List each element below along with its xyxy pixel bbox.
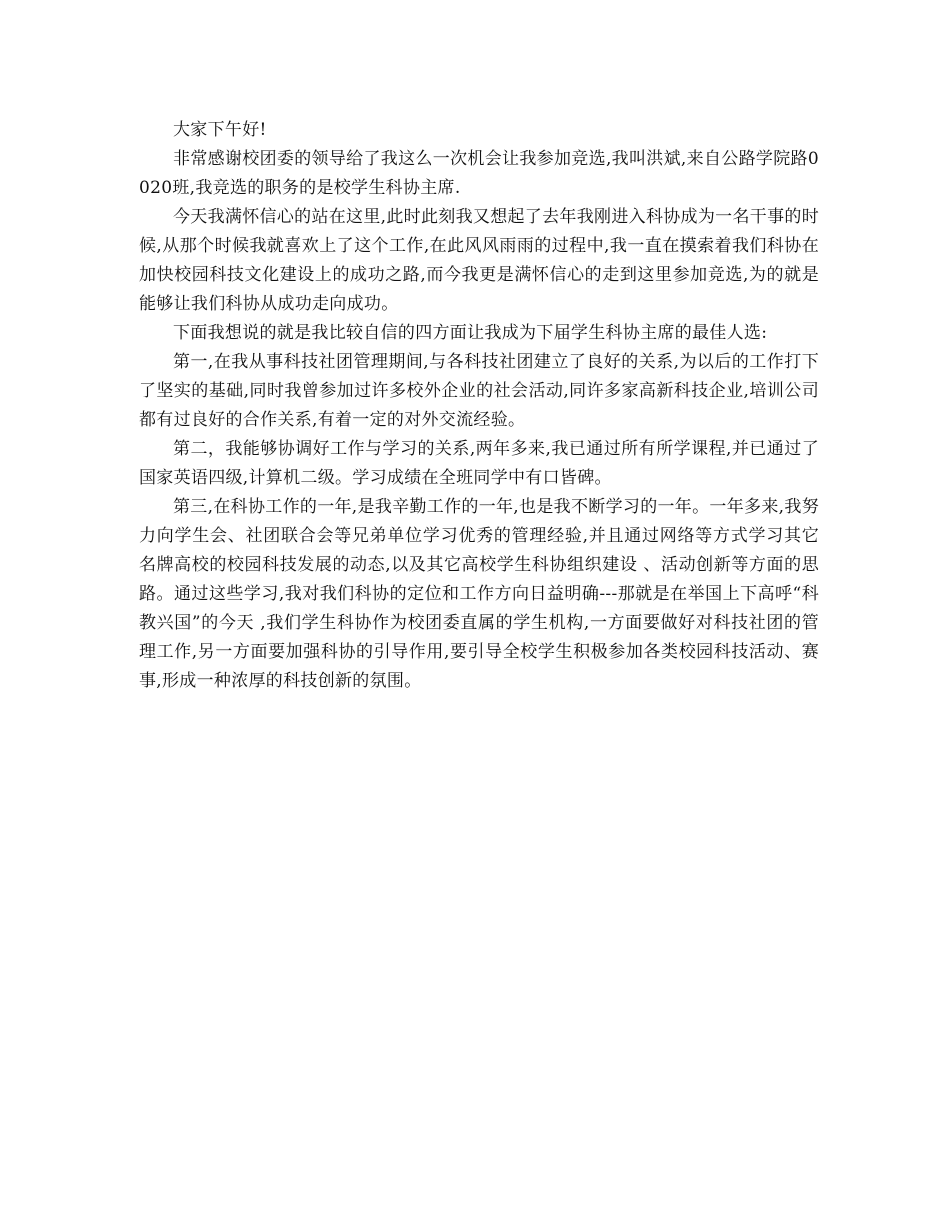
intro-paragraph: 非常感谢校团委的领导给了我这么一次机会让我参加竞选,我叫洪斌,来自公路学院路0020班,我竞选的职务的是校学生科协主席. (139, 149, 819, 198)
first-point-paragraph: 第一,在我从事科技社团管理期间,与各科技社团建立了良好的关系,为以后的工作打下了坚实的基础,同时我曾参加过许多校外企业的社会活动,同许多家高新科技企业,培训公司都有过良好的合作关系,有着一定的对外交流经验。 (139, 352, 819, 430)
document-body (139, 116, 819, 696)
greeting-paragraph: 大家下午好! (173, 120, 267, 140)
second-point-paragraph: 第二，我能够协调好工作与学习的关系,两年多来,我已通过所有所学课程,并已通过了国家英语四级,计算机二级。学习成绩在全班同学中有口皆碑。 (139, 439, 819, 488)
third-point-paragraph: 第三,在科协工作的一年,是我辛勤工作的一年,也是我不断学习的一年。一年多来,我努力向学生会、社团联合会等兄弟单位学习优秀的管理经验,并且通过网络等方式学习其它名牌高校的校园科技发展的动态,以及其它高校学生科协组织建设 、活动创新等方面的思路。通过这些学习,我对我们科协的定位和工作方向日益明确---那就是在举国上下高呼“科教兴国”的今天 ,我们学生科协作为校团委直属的学生机构,一方面要做好对科技社团的管理工作,另一方面要加强科协的引导作用,要引导全校学生积极参加各类校园科技活动、赛事,形成一种浓厚的科技创新的氛围。 (139, 497, 819, 691)
confidence-paragraph: 今天我满怀信心的站在这里,此时此刻我又想起了去年我刚进入科协成为一名干事的时候,从那个时候我就喜欢上了这个工作,在此风风雨雨的过程中,我一直在摸索着我们科协在加快校园科技文化建设上的成功之路,而今我更是满怀信心的走到这里参加竞选,为的就是能够让我们科协从成功走向成功。 (139, 207, 819, 314)
four-aspects-paragraph: 下面我想说的就是我比较自信的四方面让我成为下届学生科协主席的最佳人选: (173, 323, 768, 343)
